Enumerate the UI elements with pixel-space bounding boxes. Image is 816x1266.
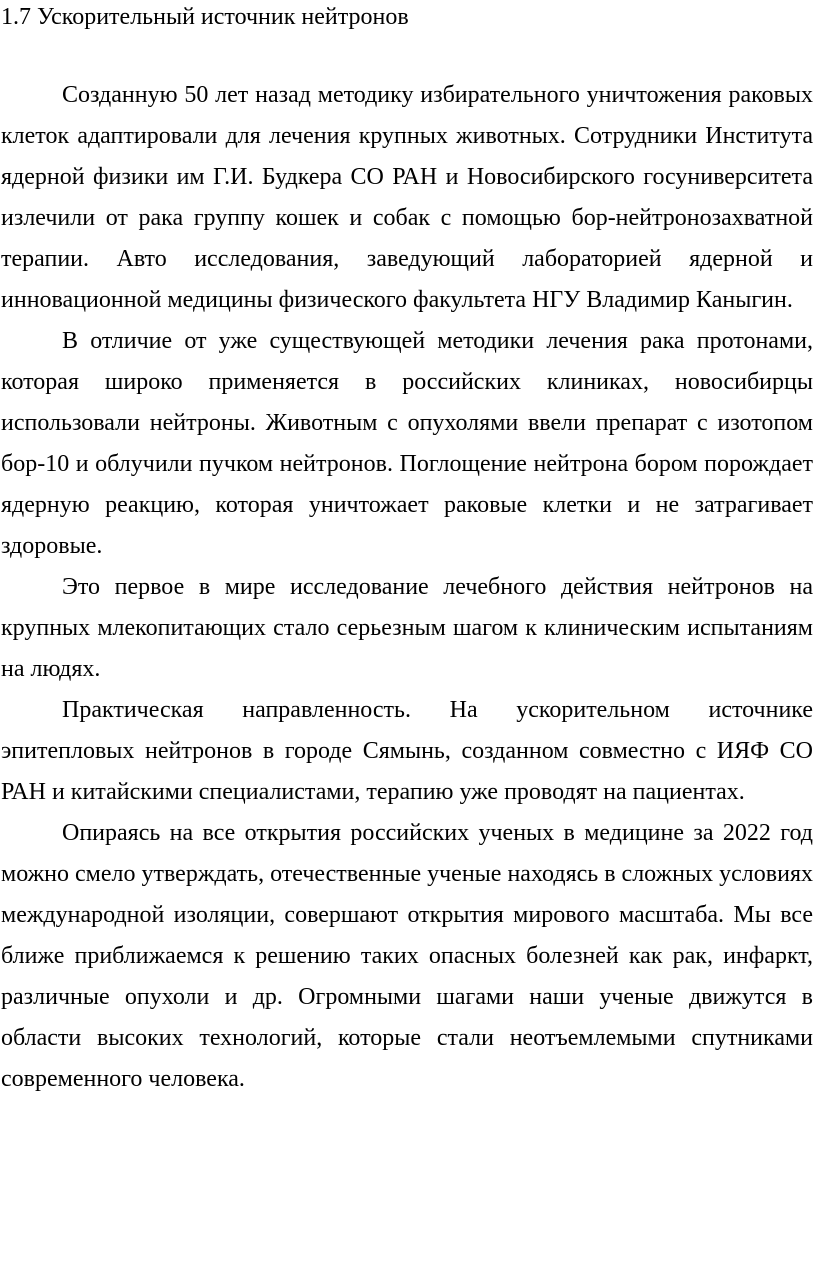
paragraph-conclusion: Опираясь на все открытия российских ученых в медицине за 2022 год можно смело утверждать, отечественные ученые находясь в сложных условиях международной изоляции, совершают открытия мирового масштаба. Мы все ближе приближаемся к решению таких опасных болезней как рак, инфаркт, различные опухоли и др. Огромными шагами наши ученые движутся в области высоких технологий, которые стали неотъемлемыми спутниками современного человека. (1, 820, 813, 1092)
section-heading: 1.7 Ускорительный источник нейтронов (1, 4, 409, 30)
paragraph-practical-use: Практическая направленность. На ускорительном источнике эпитепловых нейтронов в городе Сямынь, созданном совместно с ИЯФ СО РАН и китайскими специалистами, терапию уже проводят на пациентах. (1, 697, 813, 805)
document-body (1, 75, 813, 1100)
paragraph-first-study: Это первое в мире исследование лечебного действия нейтронов на крупных млекопитающих стало серьезным шагом к клиническим испытаниям на людях. (1, 574, 813, 682)
paragraph-neutron-method: В отличие от уже существующей методики лечения рака протонами, которая широко применяется в российских клиниках, новосибирцы использовали нейтроны. Животным с опухолями ввели препарат с изотопом бор-10 и облучили пучком нейтронов. Поглощение нейтрона бором порождает ядерную реакцию, которая уничтожает раковые клетки и не затрагивает здоровые. (1, 328, 813, 559)
paragraph-animal-therapy: Созданную 50 лет назад методику избирательного уничтожения раковых клеток адаптировали для лечения крупных животных. Сотрудники Института ядерной физики им Г.И. Будкера СО РАН и Новосибирского госуниверситета излечили от рака группу кошек и собак с помощью бор-нейтронозахватной терапии. Авто исследования, заведующий лабораторией ядерной и инновационной медицины физического факультета НГУ Владимир Каныгин. (1, 82, 813, 313)
